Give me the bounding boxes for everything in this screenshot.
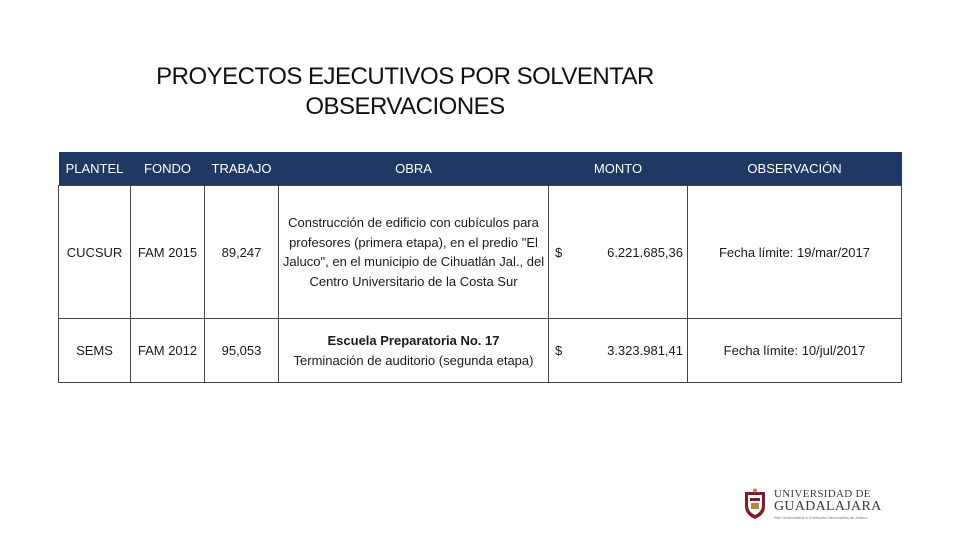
cell-observacion: Fecha límite: 19/mar/2017 xyxy=(688,186,902,319)
cell-obra xyxy=(279,186,549,319)
cell-obra xyxy=(279,319,549,383)
table-row xyxy=(59,319,902,383)
cell-plantel: CUCSUR xyxy=(59,186,131,319)
header-monto: MONTO xyxy=(549,152,688,186)
cell-plantel: SEMS xyxy=(59,319,131,383)
university-seal-icon xyxy=(742,488,768,520)
table-header-row xyxy=(59,152,902,186)
university-logo xyxy=(742,486,882,524)
header-trabajo: TRABAJO xyxy=(205,152,279,186)
header-fondo: FONDO xyxy=(131,152,205,186)
cell-trabajo: 95,053 xyxy=(205,319,279,383)
projects-table xyxy=(58,152,902,383)
logo-line-1: UNIVERSIDAD DE xyxy=(774,488,871,500)
cell-trabajo: 89,247 xyxy=(205,186,279,319)
header-obra: OBRA xyxy=(279,152,549,186)
cell-observacion: Fecha límite: 10/jul/2017 xyxy=(688,319,902,383)
title-line-1: PROYECTOS EJECUTIVOS POR SOLVENTAR xyxy=(156,63,654,90)
cell-monto: 6.221.685,36 xyxy=(571,186,688,319)
obra-text: Construcción de edificio con cubículos para profesores (primera etapa), en el predio "El Jaluco", en el municipio de Cihuatlán Jal., del Centro Universitario de la Costa Sur xyxy=(282,215,545,289)
page-title xyxy=(0,62,810,122)
cell-fondo: FAM 2012 xyxy=(131,319,205,383)
logo-subtitle: Red Universitaria e Institución Benemérita de Jalisco xyxy=(774,515,868,520)
cell-currency: $ xyxy=(549,319,571,383)
header-observacion: OBSERVACIÓN xyxy=(688,152,902,186)
cell-currency: $ xyxy=(549,186,571,319)
logo-line-2: GUADALAJARA xyxy=(774,499,882,514)
header-plantel: PLANTEL xyxy=(59,152,131,186)
cell-fondo: FAM 2015 xyxy=(131,186,205,319)
table-row xyxy=(59,186,902,319)
cell-monto: 3.323.981,41 xyxy=(571,319,688,383)
obra-school-name: Escuela Preparatoria No. 17 xyxy=(327,333,500,348)
obra-text: Terminación de auditorio (segunda etapa) xyxy=(293,352,534,368)
title-line-2: OBSERVACIONES xyxy=(305,93,505,120)
